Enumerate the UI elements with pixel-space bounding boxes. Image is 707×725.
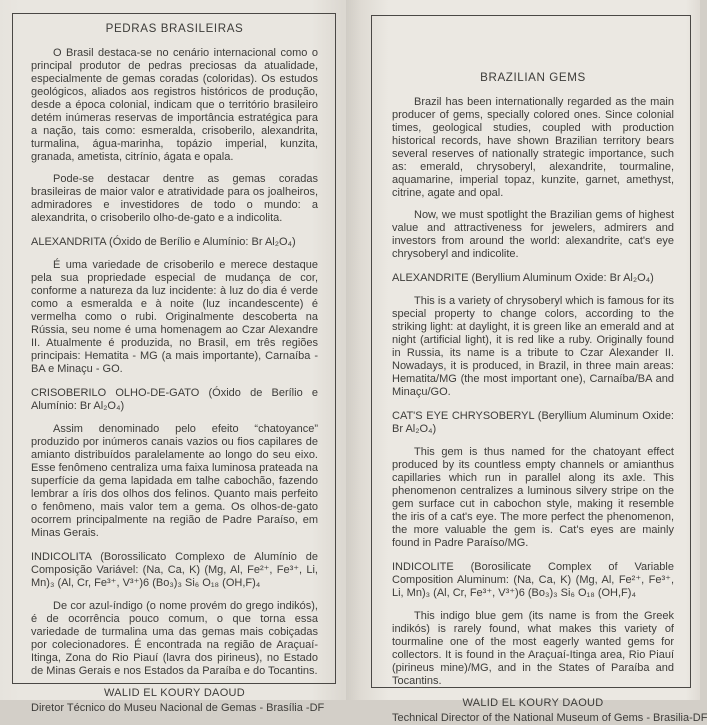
signature-role-en: Technical Director of the National Museum of Gems - Brasilia-DF [392, 712, 707, 724]
signature-block-en [392, 697, 707, 725]
section-heading-alexandrita: ALEXANDRITA (Óxido de Berílio e Alumínio: Br Al₂O₄) [31, 236, 296, 248]
section-paragraph-alexandrita: É uma variedade de crisoberilo e merece destaque pela sua propriedade especial de mudança de cor, conforme a natureza da luz incidente: à luz do dia é verde como a esmeralda e à noite (luz incandescente) é vermelha como o rubi. Originalmente descoberta na Rússia, seu nome é uma homenagem ao Czar Alexandre II. Atualmente é produzida, no Brasil, em três regiões principais: Hematita - MG (a mais importante), Carnaíba - BA e Minaçu - GO. [31, 259, 318, 375]
section-heading-indicolite: INDICOLITE (Borosilicate Complex of Variable Composition Aluminum: (Na, Ca, K) (Mg, Al, Fe²⁺, Fe³⁺, Li, Mn)₃ (Al, Cr, Fe³⁺, V³⁺)6 (Bo₃)₃ Si₆ O₁₈ (OH,F)₄ [392, 561, 674, 599]
section-paragraph-indicolita: De cor azul-índigo (o nome provém do grego indikós), é de ocorrência pouco comum, o que torna essa variedade de turmalina uma das gemas mais cobiçadas por colecionadores. É encontrada na região de Araçuaí-Itinga, Zona do Rio Piauí (lavra dos pirineus), no Estado de Minas Gerais e nos Estados da Paraíba e do Tocantins. [31, 600, 318, 677]
section-paragraph-indicolite: This indigo blue gem (its name is from the Greek indikós) is rarely found, what makes this variety of tourmaline one of the most eagerly wanted gems for collectors. It is found in the Araçuaí-Itinga area, Rio Piauí (pirineus mine)/MG, and in the States of Paraíba and Tocantins. [392, 610, 674, 687]
signature-name-en: WALID EL KOURY DAOUD [462, 697, 604, 709]
intro-paragraph-2-pt: Pode-se destacar dentre as gemas coradas brasileiras de maior valor e atratividade para os joalheiros, admiradores e investidores de todo o mundo: a alexandrita, o crisoberilo olho-de-gato e a indicolita. [31, 173, 318, 224]
section-heading-crisoberilo: CRISOBERILO OLHO-DE-GATO (Óxido de Berílio e Alumínio: Br Al₂O₄) [31, 387, 318, 412]
page-border-frame-right [371, 15, 707, 724]
page-title-portuguese: PEDRAS BRASILEIRAS [105, 22, 244, 35]
signature-name-pt: WALID EL KOURY DAOUD [103, 687, 246, 699]
intro-paragraph-1-pt: O Brasil destaca-se no cenário internacional como o principal produtor de pedras preciosas da atualidade, especialmente de gemas coradas (coloridas). Os estudos geológicos, aliados aos registros históricos de produção, desde a época colonial, indicam que o território brasileiro detém inúmeras reservas de importância estratégica para a nação, tais como: esmeralda, crisoberilo, alexandrita, turmalina, água-marinha, topázio imperial, kunzita, granada, ametista, citrínio, ágata e opala. [31, 47, 318, 163]
signature-role-pt: Diretor Técnico do Museu Nacional de Gemas - Brasília -DF [31, 702, 325, 714]
booklet-page-portuguese [0, 0, 346, 714]
section-paragraph-alexandrite: This is a variety of chrysoberyl which is famous for its special property to change colors, according to the striking light: at daylight, it is green like an emerald and at night (artificial light), it is red like a ruby. Originally found in Russia, its name is a tribute to Czar Alexander II. Nowadays, it is produced, in Brazil, in three main areas: Hematita/MG (the most important one), Carnaíba/BA and Minaçu/GO. [392, 295, 674, 398]
booklet-page-english [346, 0, 707, 724]
section-paragraph-cats-eye: This gem is thus named for the chatoyant effect produced by its countless empty channels or amianthus capillaries which run in parallel along its axle. This phenomenon centralizes a luminous silvery stripe on the gem surface cut in cabochon style, making it resemble the iris of a cat's eye. The more perfect the phenomenon, the more valuable the gem is. Cat's eyes are mainly found in Padre Paraíso/MG. [392, 446, 674, 549]
section-heading-cats-eye: CAT'S EYE CHRYSOBERYL (Beryllium Aluminum Oxide: Br Al₂O₄) [392, 410, 674, 435]
section-paragraph-crisoberilo: Assim denominado pelo efeito “chatoyance” produzido por inúmeros canais vazios ou fios capilares de amianto distribuídos paralelamente ao longo do seu eixo. Esse fenômeno centraliza uma faixa luminosa prateada na superfície da gema lapidada em talhe cabochão, fazendo lembrar a íris dos olhos dos felinos. Quanto mais perfeito o fenômeno, mais valor tem a gema. Os olhos-de-gato ocorrem principalmente na região de Padre Paraíso, em Minas Gerais. [31, 423, 318, 539]
section-heading-indicolita: INDICOLITA (Borossilicato Complexo de Alumínio de Composição Variável: (Na, Ca, K) (Mg, Al, Fe²⁺, Fe³⁺, Li, Mn)₃ (Al, Cr, Fe³⁺, V³⁺)6 (Bo₃)₃ Si₆ O₁₈ (OH,F)₄ [31, 551, 318, 589]
page-title-english: BRAZILIAN GEMS [480, 71, 586, 84]
page-border-frame-left [12, 13, 336, 714]
section-heading-alexandrite: ALEXANDRITE (Beryllium Aluminum Oxide: Br Al₂O₄) [392, 272, 654, 284]
intro-paragraph-1-en: Brazil has been internationally regarded as the main producer of gems, specially colored ones. Since colonial times, geological studies, coupled with production historical records, have shown Brazilian territory bears several reserves of nationally strategic importance, such as: emerald, chrysoberyl, alexandrite, tourmaline, aquamarine, imperial topaz, kunzite, garnet, amethyst, citrine, agate and opal. [392, 96, 674, 199]
signature-block-pt [31, 687, 325, 715]
intro-paragraph-2-en: Now, we must spotlight the Brazilian gems of highest value and attractiveness for jewelers, admirers and investors from around the world: alexandrite, cat's eye chrysoberyl and indicolite. [392, 209, 674, 260]
